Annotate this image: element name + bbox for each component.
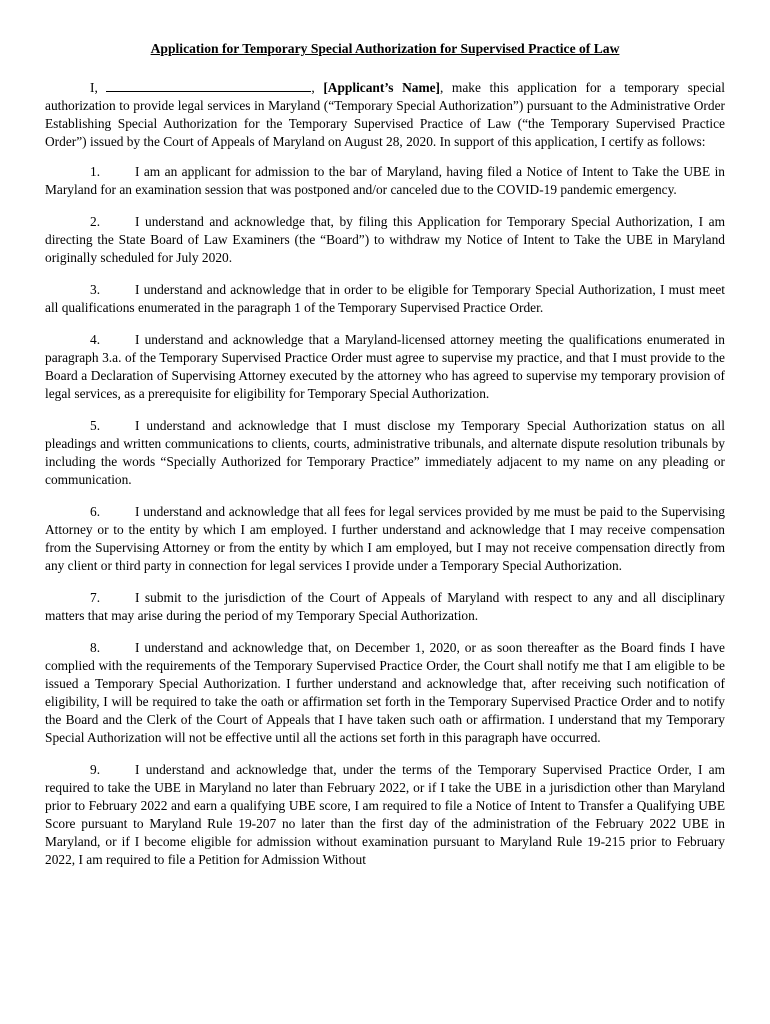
paragraph-number: 6. bbox=[90, 504, 101, 519]
paragraph-9 bbox=[45, 761, 725, 869]
numbered-paragraphs bbox=[45, 163, 725, 869]
paragraph-number: 3. bbox=[90, 282, 101, 297]
paragraph-text: I understand and acknowledge that, by filing this Application for Temporary Special Authorization, I am directing the State Board of Law Examiners (the “Board”) to withdraw my Notice of Intent to Take the UBE in Maryland originally scheduled for July 2020. bbox=[45, 214, 725, 265]
paragraph-7 bbox=[45, 589, 725, 625]
paragraph-text: I submit to the jurisdiction of the Court of Appeals of Maryland with respect to any and all disciplinary matters that may arise during the period of my Temporary Special Authorization. bbox=[45, 590, 725, 623]
paragraph-6 bbox=[45, 503, 725, 575]
intro-comma: , bbox=[311, 80, 315, 95]
document-title: Application for Temporary Special Authorization for Supervised Practice of Law bbox=[150, 41, 620, 56]
paragraph-text: I understand and acknowledge that all fees for legal services provided by me must be paid to the Supervising Attorney or to the entity by which I am employed. I further understand and acknowledge that I may receive compensation from the Supervising Attorney or from the entity by which I am employed, but I may not receive compensation directly from any client or third party in connection for legal services I provide under a Temporary Special Authorization. bbox=[45, 504, 725, 573]
paragraph-text: I understand and acknowledge that I must disclose my Temporary Special Authorization status on all pleadings and written communications to clients, courts, administrative tribunals, and alternate dispute resolution tribunals by including the words “Specially Authorized for Temporary Practice” immediately adjacent to my name on any pleading or communication. bbox=[45, 418, 725, 487]
paragraph-number: 7. bbox=[90, 590, 101, 605]
paragraph-4 bbox=[45, 331, 725, 403]
paragraph-text: I am an applicant for admission to the bar of Maryland, having filed a Notice of Intent to Take the UBE in Maryland for an examination session that was postponed and/or canceled due to the COVID-19 pandemic emergency. bbox=[45, 164, 725, 197]
intro-text: , make this application for a temporary special authorization to provide legal services in Maryland (“Temporary Special Authorization”) pursuant to the Administrative Order Establishing Special Authorization for the Temporary Supervised Practice of Law (“the Temporary Supervised Practice Order”) issued by the Court of Appeals of Maryland on August 28, 2020. In support of this application, I certify as follows: bbox=[45, 80, 725, 149]
intro-paragraph bbox=[45, 79, 725, 151]
intro-prefix: I, bbox=[90, 80, 98, 95]
applicant-name-label: [Applicant’s Name] bbox=[323, 80, 441, 95]
applicant-name-blank[interactable] bbox=[106, 79, 311, 92]
paragraph-number: 2. bbox=[90, 214, 101, 229]
paragraph-5 bbox=[45, 417, 725, 489]
document-page bbox=[45, 40, 725, 883]
paragraph-number: 4. bbox=[90, 332, 101, 347]
paragraph-number: 9. bbox=[90, 762, 101, 777]
paragraph-text: I understand and acknowledge that, under the terms of the Temporary Supervised Practice Order, I am required to take the UBE in Maryland no later than February 2022, or if I take the UBE in a jurisdiction other than Maryland prior to February 2022 and earn a qualifying UBE score, I am required to file a Notice of Intent to Transfer a Qualifying UBE Score pursuant to Maryland Rule 19-207 no later than the first day of the administration of the February 2022 UBE in Maryland, or if I become eligible for admission without examination pursuant to Maryland Rule 19-215 prior to February 2022, I am required to file a Petition for Admission Without bbox=[45, 762, 725, 867]
paragraph-3 bbox=[45, 281, 725, 317]
paragraph-text: I understand and acknowledge that in order to be eligible for Temporary Special Authorization, I must meet all qualifications enumerated in the paragraph 1 of the Temporary Supervised Practice Order. bbox=[45, 282, 725, 315]
paragraph-text: I understand and acknowledge that a Maryland-licensed attorney meeting the qualifications enumerated in paragraph 3.a. of the Temporary Supervised Practice Order must agree to supervise my practice, and that I must provide to the Board a Declaration of Supervising Attorney executed by the attorney who has agreed to supervise my temporary provision of legal services, as a prerequisite for eligibility for Temporary Special Authorization. bbox=[45, 332, 725, 401]
paragraph-number: 1. bbox=[90, 164, 101, 179]
paragraph-number: 5. bbox=[90, 418, 101, 433]
paragraph-1 bbox=[45, 163, 725, 199]
paragraph-8 bbox=[45, 639, 725, 747]
paragraph-2 bbox=[45, 213, 725, 267]
paragraph-text: I understand and acknowledge that, on December 1, 2020, or as soon thereafter as the Board finds I have complied with the requirements of the Temporary Supervised Practice Order, the Court shall notify me that I am eligible to be issued a Temporary Special Authorization. I further understand and acknowledge that, after receiving such notification of eligibility, I will be required to take the oath or affirmation set forth in the Temporary Supervised Practice Order and to notify the Board and the Clerk of the Court of Appeals that I have taken such oath or affirmation. I understand that my Temporary Special Authorization will not be effective until all the actions set forth in this paragraph have occurred. bbox=[45, 640, 725, 745]
paragraph-number: 8. bbox=[90, 640, 101, 655]
